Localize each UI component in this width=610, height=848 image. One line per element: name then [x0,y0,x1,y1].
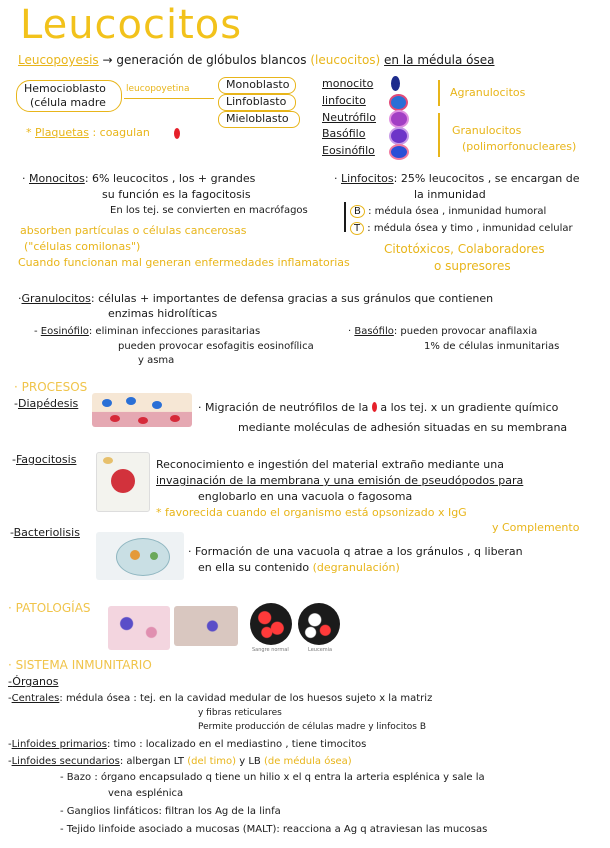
granulocitos-label: Granulocitos [452,124,522,137]
secundarios-label: Linfoides secundarios [11,756,120,767]
fagocitosis-line1: Reconocimiento e ingestión del material extraño mediante una [156,458,504,471]
centrales-line3: Permite producción de células madre y linfocitos B [198,722,427,732]
blast-linfoblasto: Linfoblasto [226,95,287,108]
blast-mieloblasto: Mieloblasto [226,112,289,125]
pathology-image-2 [174,606,238,646]
bazo-line2: vena esplénica [108,788,184,799]
basofilo-row: · Basófilo: pueden provocar anafilaxia [348,326,538,337]
fagocitosis-yellow2: y Complemento [492,521,580,534]
monocitos-label: Monocitos [29,172,85,185]
blast-monoblasto: Monoblasto [226,78,290,91]
linfocitos-row: · Linfocitos: 25% leucocitos , se encargan de [334,172,580,185]
basofilo-line1: : pueden provocar anafilaxia [393,326,538,337]
b-letter: B [350,205,365,218]
cell-eosinofilo: Eosinófilo [322,144,375,157]
cell-linfocito: linfocito [322,94,366,107]
centrales-row: -Centrales: médula ósea : tej. en la cavidad medular de los huesos sujeto x la matriz [8,693,433,704]
primarios-row: -Linfoides primarios: timo : localizado en el mediastino , tiene timocitos [8,739,367,750]
eosinofilo-cell-icon [389,144,409,160]
primarios-label: Linfoides primarios [11,739,107,750]
t-letter: T [350,222,364,235]
plaquetas-label: Plaquetas [35,126,89,139]
pathology-image-1 [108,606,170,650]
eosinofilo-line1: : eliminan infecciones parasitarias [88,326,261,337]
linfocitos-t-row [350,222,573,235]
bacteriolisis-line1: · Formación de una vacuola q atrae a los gránulos , q liberan [188,545,523,558]
linfocitos-label: Linfocitos [341,172,394,185]
granulocitos-def-label: Granulocitos [21,292,91,305]
organos-label: -Órganos [8,675,59,688]
centrales-label: Centrales [11,693,60,704]
eosinofilo-row: - Eosinófilo: eliminan infecciones parasitarias [34,326,261,337]
cell-neutrofilo: Neutrófilo [322,111,377,124]
linfocito-cell-icon [389,94,408,111]
leucopoyesis-label: Leucopoyesis [18,53,99,67]
neutrofilo-cell-icon [389,110,409,128]
diapedesis-line1: · Migración de neutrófilos de la a los tej. x un gradiente químico [198,401,559,414]
fagocitosis-label: -Fagocitosis [12,453,77,466]
monocitos-line3: En los tej. se convierten en macrófagos [110,205,308,216]
cell-basofilo: Basófilo [322,127,366,140]
plaquetas-row: * Plaquetas : coagulan [26,126,150,139]
granulocitos-line1: : células + importantes de defensa gracias a sus gránulos que contienen [90,292,494,305]
agranulocitos-bracket [438,80,440,106]
monocitos-yellow2: ("células comilonas") [24,240,141,253]
leucopoyetina-label: leucopoyetina [126,84,190,94]
platelet-icon [174,128,180,139]
monocitos-line1: : 6% leucocitos , los + grandes [84,172,256,185]
linfocitos-yellow1: Citotóxicos, Colaboradores [384,242,545,256]
ganglios-line: - Ganglios linfáticos: filtran los Ag de la linfa [60,806,281,817]
fagocitosis-line2: invaginación de la membrana y una emisión de pseudópodos para [156,474,524,487]
plaquetas-def: : coagulan [92,126,150,139]
bazo-line1: - Bazo : órgano encapsulado q tiene un hilio x el q entra la arteria esplénica y sale la [60,772,485,783]
pathology-image-leukemia [298,603,340,645]
page-title: Leucocitos [20,2,243,48]
granulocitos-paren: (polimorfonucleares) [462,140,577,153]
patologias-heading: · PATOLOGÍAS [8,601,91,615]
diapedesis-illustration [92,393,192,427]
bacteriolisis-illustration [96,532,184,580]
granulocitos-bracket [438,113,440,157]
granulocitos-row: ·Granulocitos: células + importantes de defensa gracias a sus gránulos que contienen [18,292,494,305]
centrales-line2: y fibras reticulares [198,708,282,718]
linfocitos-bracket [344,202,346,232]
monocito-cell-icon [391,76,400,91]
linfocitos-t-text: : médula ósea y timo , inmunidad celular [367,223,573,234]
secundarios-row: -Linfoides secundarios: albergan LT (del timo) y LB (de médula ósea) [8,756,352,767]
linfocitos-yellow2: o supresores [434,259,511,273]
stem-cell-name: Hemocioblasto [24,82,106,95]
primarios-text: : timo : localizado en el mediastino , tiene timocitos [106,739,367,750]
linfocitos-line2: la inmunidad [414,188,486,201]
eosinofilo-label: Eosinófilo [40,326,89,337]
basofilo-cell-icon [389,127,409,145]
leucopoyesis-row [18,53,494,67]
pathology-image-normal [250,603,292,645]
fagocitosis-line3: englobarlo en una vacuola o fagosoma [198,490,413,503]
eosinofilo-line3: y asma [138,355,175,366]
leucopoyesis-def-prefix: → generación de glóbulos blancos [102,53,307,67]
monocitos-row: · Monocitos: 6% leucocitos , los + grandes [22,172,256,185]
sistema-heading: · SISTEMA INMUNITARIO [8,658,152,672]
linfocitos-b-text: : médula ósea , inmunidad humoral [368,206,547,217]
diapedesis-line2: mediante moléculas de adhesión situadas en su membrana [238,421,568,434]
basofilo-label: Basófilo [354,326,394,337]
fagocitosis-yellow1: * favorecida cuando el organismo está opsonizado x IgG [156,506,467,519]
cell-monocito: monocito [322,77,374,90]
pathology-caption-2: Leucemia [308,647,333,653]
bacteriolisis-line2: en ella su contenido (degranulación) [198,561,400,574]
monocitos-yellow3: Cuando funcionan mal generan enfermedades inflamatorias [18,256,350,269]
linfocitos-b-row [350,205,546,218]
stem-cell-desc: (célula madre [30,96,106,109]
bacteriolisis-label: -Bacteriolisis [10,526,80,539]
pathology-caption-1: Sangre normal [252,647,289,653]
linfocitos-line1: : 25% leucocitos , se encargan de [393,172,580,185]
agranulocitos-label: Agranulocitos [450,86,526,99]
monocitos-yellow1: absorben partículas o células cancerosas [20,224,247,237]
procesos-heading: · PROCESOS [14,380,88,394]
monocitos-line2: su función es la fagocitosis [102,188,251,201]
diapedesis-label: -Diapédesis [14,397,79,410]
blood-drop-icon [372,402,377,412]
centrales-line1: : médula ósea : tej. en la cavidad medular de los huesos sujeto x la matriz [59,693,433,704]
basofilo-line2: 1% de células inmunitarias [424,341,560,352]
leucopoyetina-arrow [124,98,214,99]
leucopoyesis-def-suffix: en la médula ósea [384,53,495,67]
leucopoyesis-def-paren: (leucocitos) [310,53,381,67]
eosinofilo-line2: pueden provocar esofagitis eosinofílica [118,341,314,352]
fagocitosis-illustration [96,452,150,512]
malt-line: - Tejido linfoide asociado a mucosas (MALT): reacciona a Ag q atraviesan las mucosas [60,824,488,835]
granulocitos-line2: enzimas hidrolíticas [108,307,218,320]
